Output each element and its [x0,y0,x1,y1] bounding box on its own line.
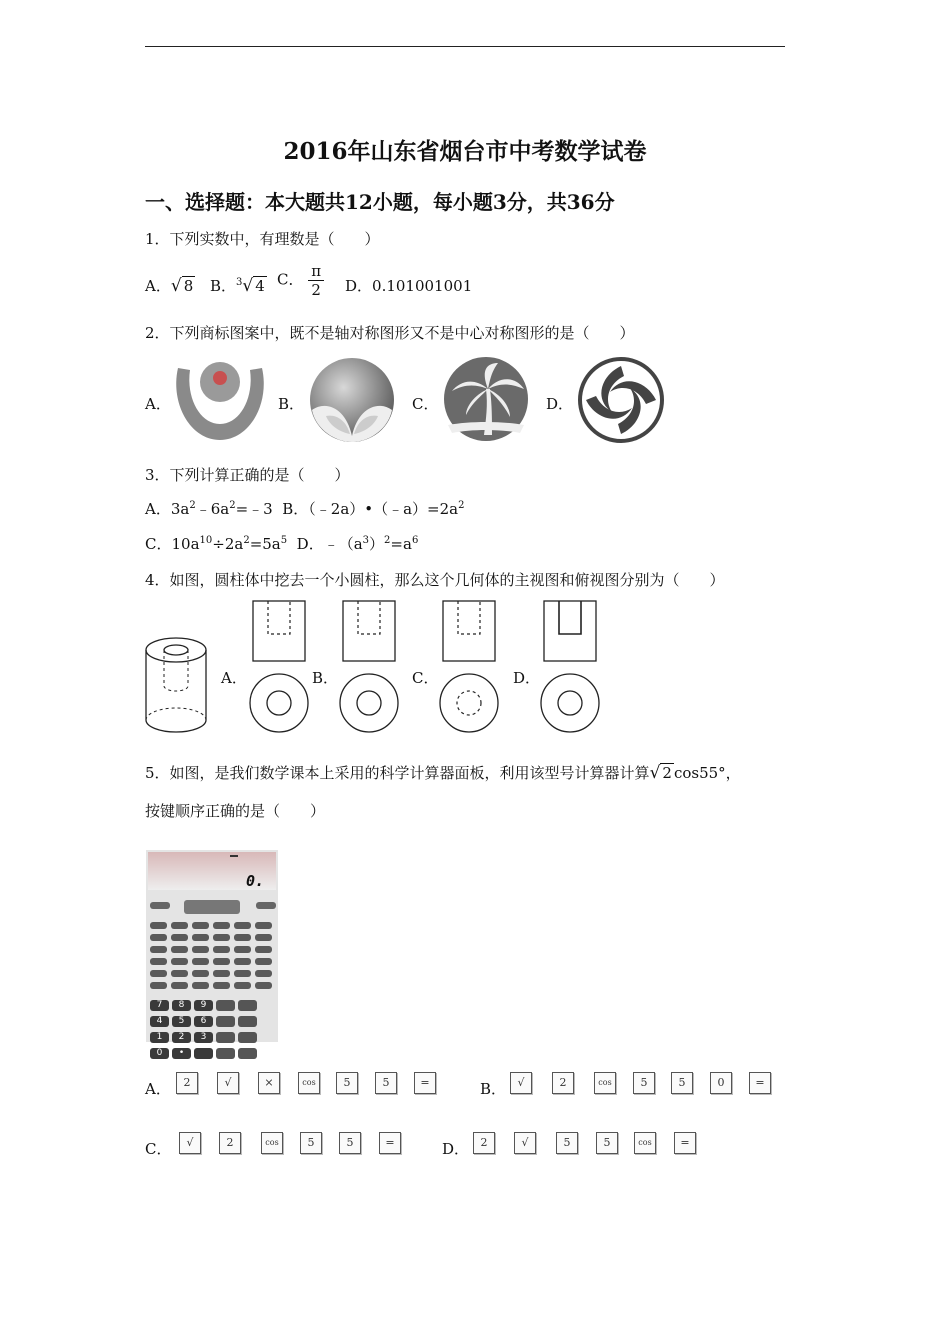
q3-a-sup: 2 [229,500,236,511]
q3-c-part: =5a [249,535,281,553]
display-value: 0. [245,872,264,890]
calc-function-key [192,934,209,941]
q3-c-sup: 10 [199,535,213,546]
calc-function-key [171,982,188,989]
calc-function-key [150,982,167,989]
q5-a-key: 5 [336,1072,358,1094]
q3-b-part: B．（﹣2a）•（﹣a）=2a [282,500,459,518]
q5-stem-text: cos55°， [673,764,741,782]
q5-a-key: cos [298,1072,320,1094]
q5-b-key: = [749,1072,771,1094]
calc-function-key [192,970,209,977]
calc-operator-key [216,1000,235,1011]
calc-function-key [213,982,230,989]
q5-b-key: 5 [633,1072,655,1094]
q5-c-key: cos [261,1132,283,1154]
q1-d-label: D． [345,277,373,295]
calc-function-key [213,970,230,977]
q5-d-key: = [674,1132,696,1154]
q5-a-key: × [258,1072,280,1094]
q5-option-c-label: C． [145,1140,172,1158]
calc-digit-key: 8 [172,1000,191,1011]
q3-line-1 [145,498,464,519]
calc-function-key [234,958,251,965]
logo-c-image [440,355,532,443]
q2-label-c: C． [412,395,439,413]
calc-function-key [171,946,188,953]
q1-stem: 1．下列实数中，有理数是（ ） [145,230,380,248]
calc-function-key [171,934,188,941]
q5-option-b-label: B． [480,1080,507,1098]
calc-function-key [150,922,167,929]
calculator-keypad [146,898,278,1058]
q5-c-key: 5 [339,1132,361,1154]
q4-stem: 4．如图，圆柱体中挖去一个小圆柱，那么这个几何体的主视图和俯视图分别为（ ） [145,571,725,589]
calc-function-key [255,934,272,941]
q1-option-b [210,275,267,296]
calc-operator-key [194,1048,213,1059]
q5-stem-text: 5．如图，是我们数学课本上采用的科学计算器面板，利用该型号计算器计算 [145,764,650,782]
q3-a-part: ﹣6a [195,500,230,518]
q5-c-key: √ [179,1132,201,1154]
q5-option-d-label: D． [442,1140,470,1158]
calc-operator-key [238,1048,257,1059]
q3-d-sup: 2 [384,535,391,546]
calc-function-key [213,922,230,929]
q1-b-index: 3 [236,277,243,288]
q5-stem [145,762,741,783]
calc-function-key [150,946,167,953]
calc-operator-key [216,1048,235,1059]
q1-c-label: C． [277,270,304,289]
calc-function-key [150,958,167,965]
q1-c-denominator: 2 [311,281,321,299]
q3-c-sup: 2 [243,535,250,546]
calc-digit-key: 5 [172,1016,191,1027]
q1-a-label: A． [145,277,171,295]
calc-nav-pad [184,900,240,914]
q5-d-key: 5 [596,1132,618,1154]
q3-a-sup: 2 [189,500,196,511]
q4-label-c: C． [412,669,439,687]
q3-d-part: ） [369,535,385,553]
radical-sign: √ [242,276,254,296]
q5-option-a-label: A． [145,1080,171,1098]
q5-b-key: 2 [552,1072,574,1094]
q5-d-key: cos [634,1132,656,1154]
q5-b-key: cos [594,1072,616,1094]
calc-shift-key [150,902,170,909]
calc-digit-key: 3 [194,1032,213,1043]
q5-a-key: √ [217,1072,239,1094]
calc-function-key [234,922,251,929]
q4-a-top-view [248,672,310,734]
calculator-display [148,852,276,890]
q5-b-key: 0 [710,1072,732,1094]
q3-d-sup: 6 [411,535,419,546]
q5-d-key: 5 [556,1132,578,1154]
calc-function-key [192,946,209,953]
calc-on-key [256,902,276,909]
q1-d-value: 0.101001001 [372,277,473,295]
q1-option-d [345,275,472,296]
q3-d-part: D．﹣（a [296,535,363,553]
q5-a-key: 5 [375,1072,397,1094]
q2-label-b: B． [278,395,305,413]
q4-label-b: B． [312,669,339,687]
calc-function-key [213,946,230,953]
q1-b-label: B． [210,277,237,295]
header-rule [145,46,785,47]
calc-function-key [255,982,272,989]
display-indicator [230,855,238,857]
calc-operator-key [216,1016,235,1027]
q3-b-sup: 2 [458,500,465,511]
calc-function-key [234,970,251,977]
q3-c-part: C．10a [145,535,200,553]
calc-digit-key: 9 [194,1000,213,1011]
q5-radicand: 2 [662,764,672,782]
calc-digit-key: 4 [150,1016,169,1027]
calc-function-key [171,958,188,965]
calc-function-key [255,922,272,929]
calc-function-key [255,946,272,953]
logo-d-image [576,356,666,444]
q3-a-part: =﹣3 [235,500,273,518]
calculator-panel [146,850,278,1058]
q1-b-radicand: 4 [255,277,265,295]
q4-b-front-view [342,600,398,664]
calc-function-key [213,934,230,941]
q1-option-a [145,275,195,296]
calc-function-key [150,970,167,977]
calc-function-key [255,970,272,977]
calc-operator-key [238,1000,257,1011]
q2-stem: 2．下列商标图案中，既不是轴对称图形又不是中心对称图形的是（ ） [145,324,635,342]
calc-function-key [234,982,251,989]
q5-b-key: 5 [671,1072,693,1094]
q3-stem: 3．下列计算正确的是（ ） [145,466,350,484]
q1-c-fraction [308,262,324,299]
calc-function-key [234,946,251,953]
calc-digit-key: • [172,1048,191,1059]
q3-line-2 [145,533,418,554]
q3-c-part: ÷2a [212,535,244,553]
q4-a-front-view [252,600,308,664]
calc-function-key [150,934,167,941]
radical-sign: √ [649,763,661,783]
q5-a-key: 2 [176,1072,198,1094]
calc-digit-key: 2 [172,1032,191,1043]
page-title: 2016年山东省烟台市中考数学试卷 [283,138,647,165]
calc-function-key [171,970,188,977]
q4-c-front-view [442,600,498,664]
q5-c-key: 5 [300,1132,322,1154]
section-heading: 一、选择题：本大题共12小题，每小题3分，共36分 [145,190,615,214]
q3-a-part: A．3a [145,500,190,518]
calc-function-key [255,958,272,965]
calc-function-key [192,958,209,965]
radical-sign: √ [170,276,182,296]
q4-d-front-view [543,600,599,664]
q2-label-d: D． [546,395,574,413]
calc-function-key [171,922,188,929]
q5-a-key: = [414,1072,436,1094]
q4-c-top-view [438,672,500,734]
q4-b-top-view [338,672,400,734]
q5-stem-line2: 按键顺序正确的是（ ） [145,802,326,820]
q5-d-key: 2 [473,1132,495,1154]
q1-a-radicand: 8 [183,277,194,295]
logo-b-image [306,358,398,442]
q5-c-key: = [379,1132,401,1154]
calc-function-key [192,982,209,989]
logo-a-image [170,358,270,446]
q2-label-a: A． [145,395,171,413]
q3-c-sup: 5 [280,535,288,546]
calc-operator-key [238,1032,257,1043]
q5-d-key: √ [514,1132,536,1154]
q4-d-top-view [539,672,601,734]
calc-function-key [234,934,251,941]
calc-function-key [192,922,209,929]
calc-digit-key: 6 [194,1016,213,1027]
q1-option-c [277,262,324,299]
calc-digit-key: 1 [150,1032,169,1043]
q5-b-key: √ [510,1072,532,1094]
q4-label-d: D． [513,669,541,687]
q5-c-key: 2 [219,1132,241,1154]
calc-operator-key [238,1016,257,1027]
q1-c-numerator: π [308,262,324,281]
cylinder-figure [143,636,209,734]
calc-digit-key: 7 [150,1000,169,1011]
q3-d-sup: 3 [362,535,370,546]
calc-operator-key [216,1032,235,1043]
calc-digit-key: 0 [150,1048,169,1059]
calc-function-key [213,958,230,965]
q3-d-part: =a [390,535,412,553]
q4-label-a: A． [221,669,247,687]
